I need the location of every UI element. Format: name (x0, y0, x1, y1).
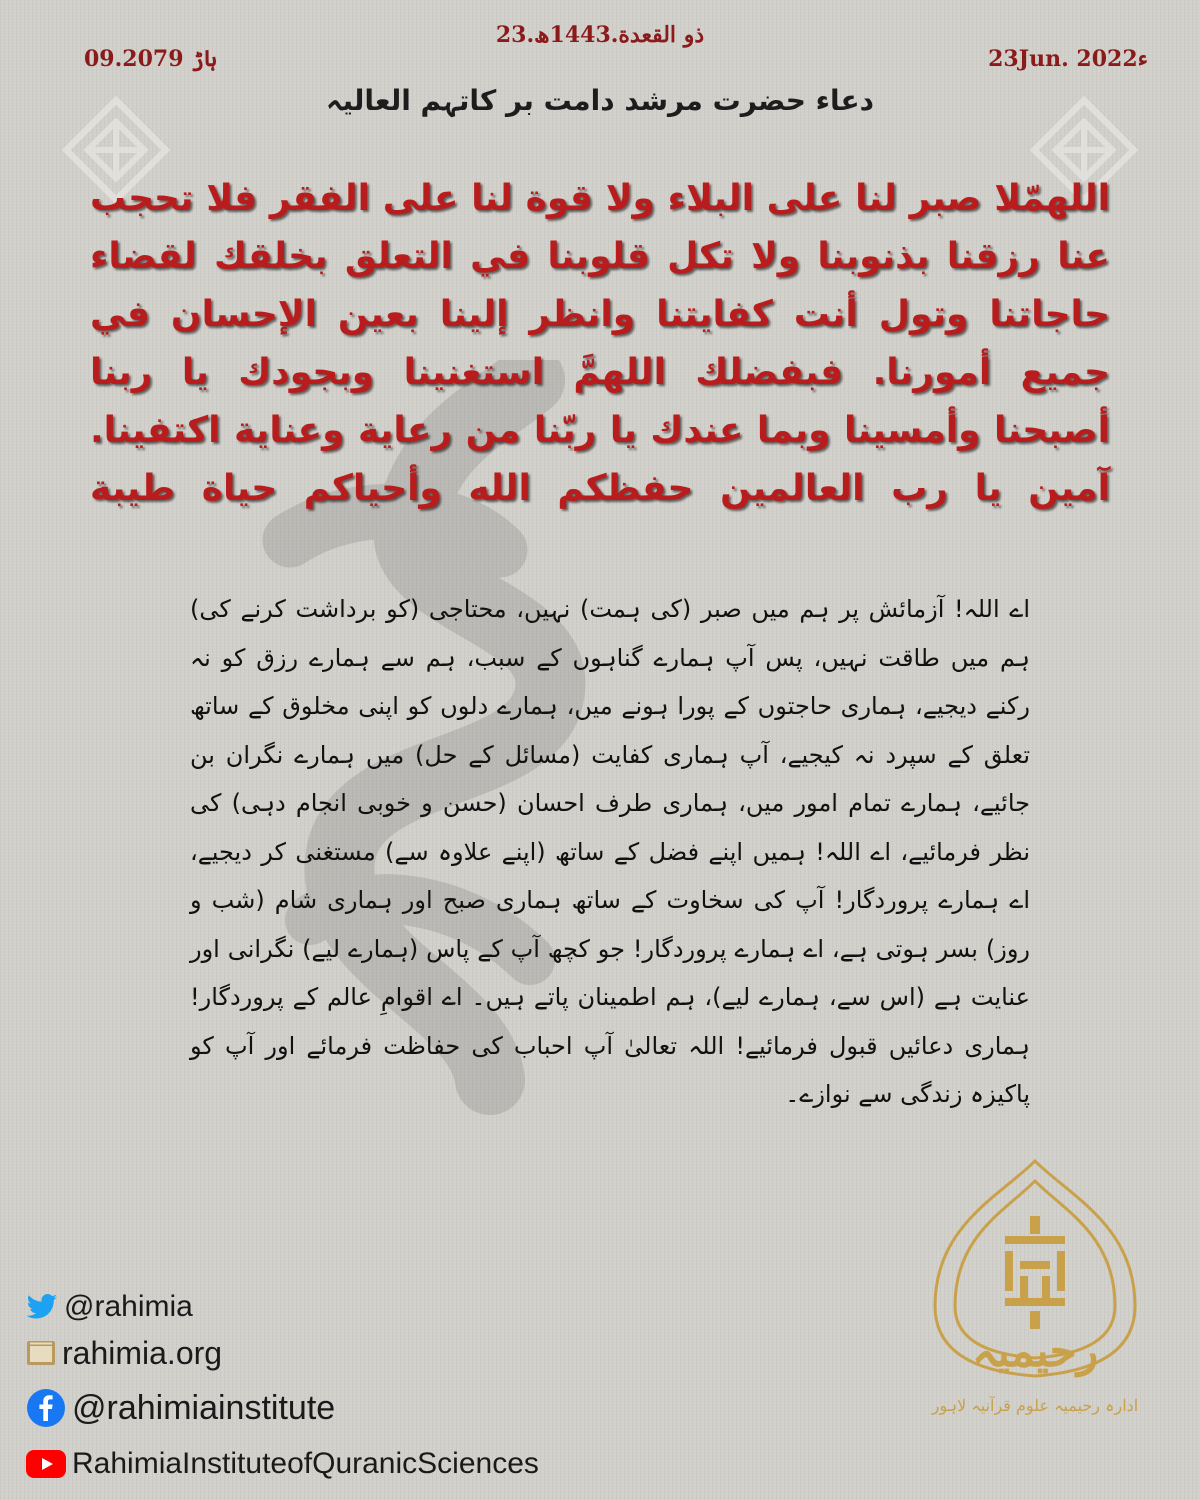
youtube-link[interactable] (26, 1438, 539, 1490)
arabic-dua: اللهمّلا صبر لنا على البلاء ولا قوة لنا على الفقر فلا تحجب عنا رزقنا بذنوبنا ولا تكل قلوبنا في التعلق بخلقك لقضاء حاجاتنا وتول أنت كفايتنا وانظر إلينا بعين الإحسان في جميع أمورنا. فبفضلك اللهمَّ استغنينا وبجودك يا ربنا أصبحنا وأمسينا وبما عندك يا ربّنا من رعاية وعناية اكتفينا. آمين يا رب العالمين حفظكم الله وأحياكم حياة طيبة (90, 178, 1110, 509)
gregorian-date: 23Jun. 2022ء (988, 46, 1148, 72)
desi-date: 09.ہاڑ 2079 (84, 46, 217, 72)
logo-name: رحیمیہ (971, 1326, 1099, 1377)
web-icon (26, 1340, 56, 1366)
facebook-handle: @rahimiainstitute (72, 1388, 336, 1427)
youtube-channel: RahimiaInstituteofQuranicSciences (72, 1447, 539, 1480)
urdu-translation: اے اللہ! آزمائش پر ہم میں صبر (کی ہمت) نہیں، محتاجی (کو برداشت کرنے کی) ہم میں طاقت نہیں، پس آپ ہمارے گناہوں کے سبب، ہم سے ہمارے رزق کو نہ رکنے دیجیے، ہماری حاجتوں کے پورا ہونے میں، ہمارے دلوں کو اپنی مخلوق کے ساتھ تعلق کے سپرد نہ کیجیے، آپ ہماری کفایت (مسائل کے حل) میں ہمارے نگران بن جائیے، ہمارے تمام امور میں، ہماری طرف احسان (حسن و خوبی انجام دہی) کی نظر فرمائیے، اے اللہ! ہمیں اپنے فضل کے ساتھ (اپنے علاوہ سے) مستغنی کر دیجیے، اے ہمارے پروردگار! آپ کی سخاوت کے ساتھ ہماری صبح اور ہماری شام (شب و روز) بسر ہوتی ہے، اے ہمارے پروردگار! جو کچھ آپ کے پاس (ہمارے لیے) نگرانی اور عنایت ہے (اس سے، ہمارے لیے)، ہم اطمینان پاتے ہیں۔ اے اقوامِ عالم کے پروردگار! ہماری دعائیں قبول فرمائیے! اللہ تعالیٰ آپ احباب کی حفاظت فرمائے اور آپ کو پاکیزہ زندگی سے نوازے۔ (190, 595, 1030, 1108)
twitter-handle: @rahimia (64, 1290, 193, 1323)
twitter-icon (26, 1293, 58, 1321)
logo-subtitle: ادارہ رحیمیہ علوم قرآنیہ لاہور (931, 1396, 1139, 1415)
website-url: rahimia.org (62, 1334, 223, 1371)
facebook-link[interactable] (26, 1378, 539, 1438)
page-title: دعاء حضرت مرشد دامت بر کاتہم العالیہ (326, 84, 874, 117)
website-link[interactable] (26, 1328, 539, 1378)
youtube-icon (26, 1450, 66, 1478)
social-links (26, 1286, 539, 1490)
institute-logo (920, 1156, 1150, 1450)
twitter-link[interactable] (26, 1286, 539, 1328)
facebook-icon (26, 1388, 66, 1428)
hijri-date: 23.ذو القعدة.1443ھ (495, 22, 705, 48)
